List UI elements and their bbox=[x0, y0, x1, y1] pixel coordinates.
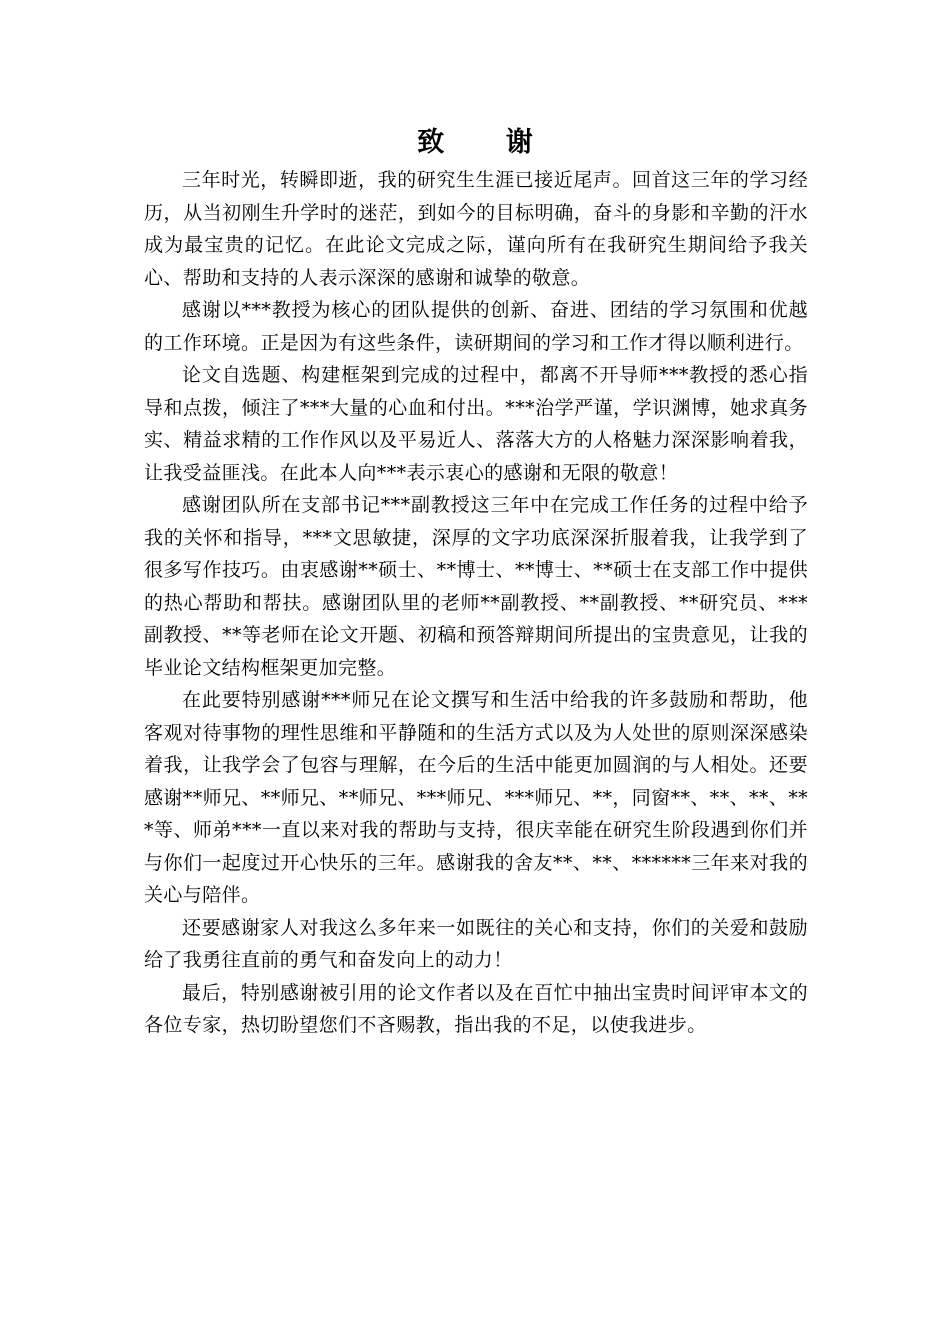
paragraph: 论文自选题、构建框架到完成的过程中，都离不开导师***教授的悉心指导和点拨，倾注了***大量的心血和付出。***治学严谨，学识渊博，她求真务实、精益求精的工作作风以及平易近人、落落大方的人格魅力深深影响着我，让我受益匪浅。在此本人向***表示衷心的感谢和无限的敬意！ bbox=[144, 364, 808, 484]
paragraph: 在此要特别感谢***师兄在论文撰写和生活中给我的许多鼓励和帮助，他客观对待事物的理性思维和平静随和的生活方式以及为人处世的原则深深感染着我，让我学会了包容与理解，在今后的生活中能更加圆润的与人相处。还要感谢**师兄、**师兄、**师兄、***师兄、***师兄、**，同窗**、**、**、***等、师弟***一直以来对我的帮助与支持，很庆幸能在研究生阶段遇到你们并与你们一起度过开心快乐的三年。感谢我的舍友**、**、******三年来对我的关心与陪伴。 bbox=[144, 689, 809, 906]
page-title: 致 谢 bbox=[417, 127, 559, 158]
paragraph: 三年时光，转瞬即逝，我的研究生生涯已接近尾声。回首这三年的学习经历，从当初刚生升学时的迷茫，到如今的目标明确，奋斗的身影和辛勤的汗水成为最宝贵的记忆。在此论文完成之际，谨向所有在我研究生期间给予我关心、帮助和支持的人表示深深的感谢和诚挚的敬意。 bbox=[144, 169, 808, 289]
paragraph: 感谢以***教授为核心的团队提供的创新、奋进、团结的学习氛围和优越的工作环境。正是因为有这些条件，读研期间的学习和工作才得以顺利进行。 bbox=[144, 299, 808, 354]
paragraph: 感谢团队所在支部书记***副教授这三年中在完成工作任务的过程中给予我的关怀和指导，***文思敏捷，深厚的文字功底深深折服着我，让我学到了很多写作技巧。由衷感谢**硕士、**博士、**博士、**硕士在支部工作中提供的热心帮助和帮扶。感谢团队里的老师**副教授、**副教授、**研究员、***副教授、**等老师在论文开题、初稿和预答辩期间所提出的宝贵意见，让我的毕业论文结构框架更加完整。 bbox=[144, 494, 808, 679]
paragraph: 最后，特别感谢被引用的论文作者以及在百忙中抽出宝贵时间评审本文的各位专家，热切盼望您们不吝赐教，指出我的不足，以使我进步。 bbox=[144, 981, 808, 1036]
paragraph: 还要感谢家人对我这么多年来一如既往的关心和支持，你们的关爱和鼓励给了我勇往直前的勇气和奋发向上的动力！ bbox=[144, 916, 808, 971]
document-body bbox=[144, 164, 808, 1042]
